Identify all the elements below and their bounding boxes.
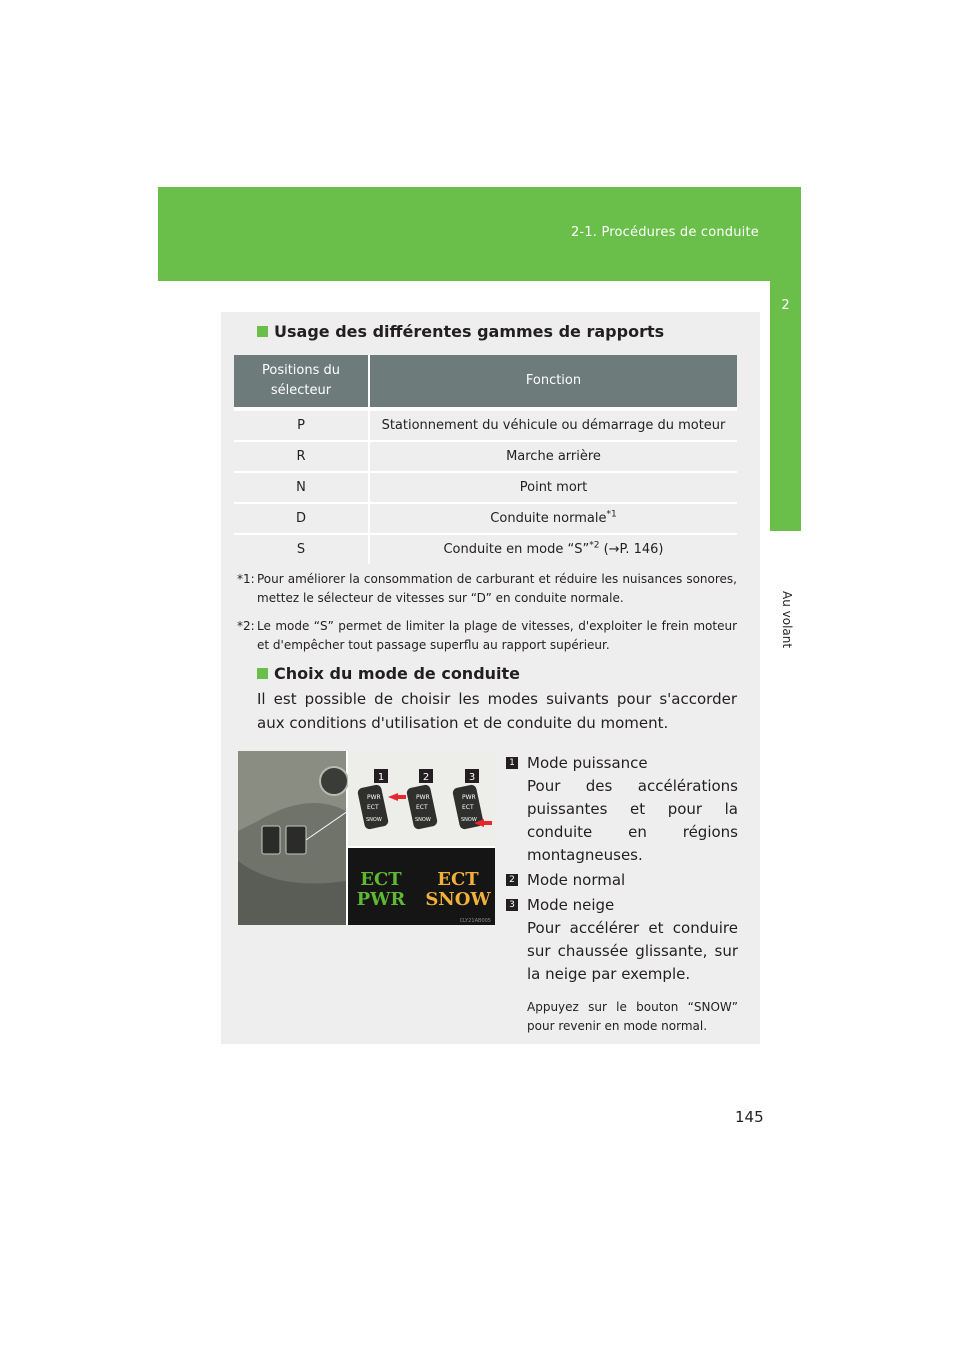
function-cell: Stationnement du véhicule ou démarrage du moteur	[369, 409, 737, 441]
indicator-ect-snow-top: ECT	[437, 869, 479, 890]
mode-description: Pour des accélérations puissantes et pour la conduite en régions montagneuses.	[527, 777, 738, 864]
mode-description: Pour accélérer et conduire sur chaussée glissante, sur la neige par exemple.	[527, 919, 738, 983]
svg-text:PWR: PWR	[416, 794, 430, 801]
chapter-side-tab	[770, 281, 801, 1358]
number-badge: 2	[506, 874, 518, 886]
indicator-ect-pwr-top: ECT	[360, 869, 402, 890]
position-cell: N	[234, 472, 369, 503]
function-text: Conduite normale	[490, 511, 607, 526]
position-cell: S	[234, 534, 369, 564]
indicator-ect-pwr-bottom: PWR	[356, 889, 406, 910]
table-row	[234, 409, 737, 441]
footnote-ref: *2	[589, 540, 600, 551]
function-text: Conduite en mode “S”	[443, 542, 590, 557]
footnote-1	[237, 570, 737, 608]
square-bullet-icon	[257, 668, 268, 679]
footnote-2	[237, 617, 737, 655]
footnote-mark: *1:	[237, 572, 255, 586]
page-number: 145	[735, 1108, 764, 1126]
position-cell: P	[234, 409, 369, 441]
mode-title: Mode normal	[527, 871, 626, 889]
position-cell: D	[234, 503, 369, 534]
indicator-ect-snow-bottom: SNOW	[425, 889, 491, 910]
function-cell	[369, 534, 737, 564]
drive-mode-illustration	[238, 751, 495, 925]
col-header-function: Fonction	[369, 355, 737, 409]
function-cell: Marche arrière	[369, 441, 737, 472]
svg-text:SNOW: SNOW	[415, 817, 431, 823]
footnote-mark: *2:	[237, 619, 255, 633]
mode-section-heading	[257, 664, 520, 683]
mode-title: Mode neige	[527, 896, 615, 914]
callout-2	[419, 769, 433, 783]
function-cell	[369, 503, 737, 534]
chapter-label: Au volant	[780, 591, 794, 649]
function-cell: Point mort	[369, 472, 737, 503]
gear-table	[234, 355, 737, 564]
col-header-position: Positions du sélecteur	[234, 355, 369, 409]
table-row	[234, 503, 737, 534]
content-panel	[221, 312, 760, 1044]
footnote-text: Le mode “S” permet de limiter la plage de vitesses, d'exploiter le frein moteur et d'empêcher tout passage superflu au rapport supérieur.	[257, 619, 737, 652]
square-bullet-icon	[257, 326, 268, 337]
table-row	[234, 441, 737, 472]
number-badge: 3	[506, 899, 518, 911]
svg-text:PWR: PWR	[367, 794, 381, 801]
svg-text:SNOW: SNOW	[461, 817, 477, 823]
section-title: 2-1. Procédures de conduite	[570, 225, 759, 240]
svg-text:ECT: ECT	[367, 804, 379, 811]
table-row	[234, 534, 737, 564]
list-item	[506, 869, 738, 892]
list-item	[506, 752, 738, 867]
svg-text:ECT: ECT	[416, 804, 428, 811]
svg-text:ECT: ECT	[462, 804, 474, 811]
svg-text:SNOW: SNOW	[366, 817, 382, 823]
mode-intro: Il est possible de choisir les modes suivants pour s'accorder aux conditions d'utilisation et de conduite du moment.	[257, 690, 737, 732]
gear-section-title: Usage des différentes gammes de rapports	[274, 322, 665, 341]
mode-title: Mode puissance	[527, 754, 648, 772]
mode-section-title: Choix du mode de conduite	[274, 664, 521, 683]
svg-text:3: 3	[468, 772, 476, 783]
chapter-number: 2	[781, 298, 790, 313]
position-cell: R	[234, 441, 369, 472]
image-code: CLY21AB005	[459, 918, 491, 924]
page-reference: (→P. 146)	[603, 542, 664, 557]
svg-text:2: 2	[422, 772, 430, 783]
list-item	[506, 894, 738, 986]
mode-list	[506, 752, 738, 1036]
footnote-ref: *1	[606, 509, 617, 520]
svg-text:PWR: PWR	[462, 794, 476, 801]
callout-1	[374, 769, 388, 783]
footnote-text: Pour améliorer la consommation de carburant et réduire les nuisances sonores, mettez le sélecteur de vitesses sur “D” en conduite normale.	[257, 572, 737, 605]
chapter-number-box	[770, 281, 801, 531]
callout-3	[465, 769, 479, 783]
chapter-header-band	[158, 187, 801, 281]
number-badge: 1	[506, 757, 518, 769]
table-row	[234, 472, 737, 503]
gear-section-heading	[257, 322, 664, 341]
mode-note: Appuyez sur le bouton “SNOW” pour revenir en mode normal.	[527, 1000, 738, 1033]
svg-text:1: 1	[377, 772, 385, 783]
